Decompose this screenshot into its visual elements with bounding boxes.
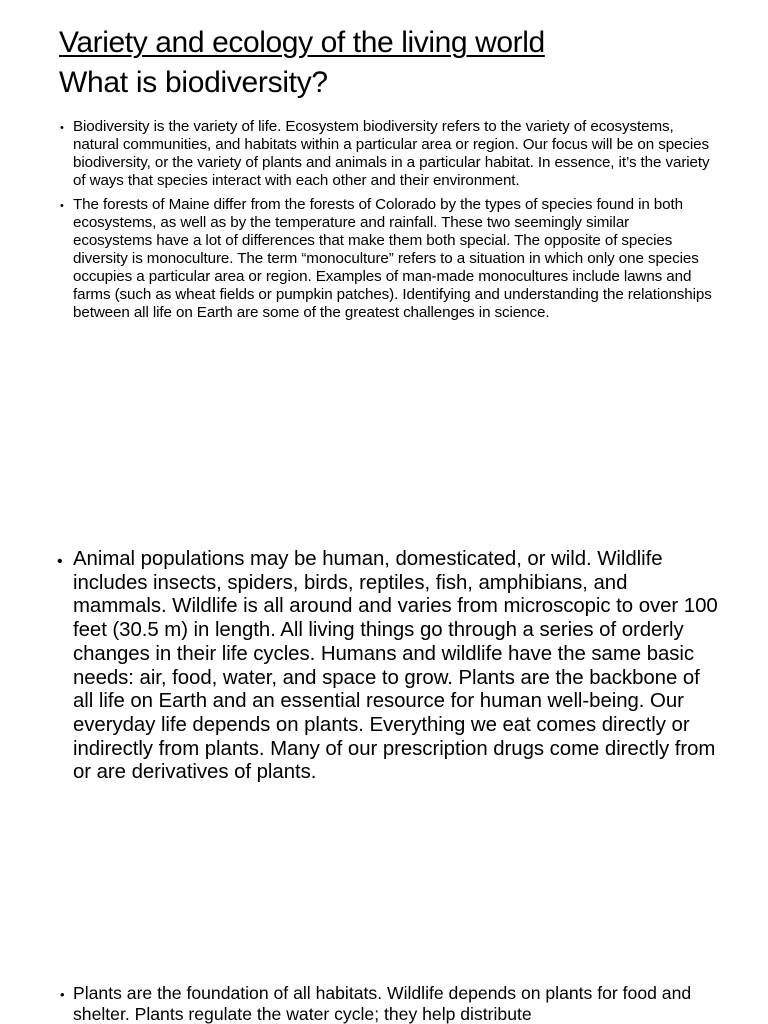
bullet-list-large	[57, 548, 722, 785]
bullet-text: Animal populations may be human, domesticated, or wild. Wildlife includes insects, spiders, birds, reptiles, fish, amphibians, and mammals. Wildlife is all around and varies from microscopic to over 100 feet (30.5 m) in length. All living things go through a series of orderly changes in their life cycles. Humans and wildlife have the same basic needs: air, food, water, and space to grow. Plants are the backbone of all life on Earth and an essential resource for human well-being. Our everyday life depends on plants. Everything we eat comes directly or indirectly from plants. Many of our prescription drugs come directly from or are derivatives of plants.	[73, 548, 718, 784]
list-item	[60, 118, 712, 190]
bullet-icon: •	[60, 987, 65, 1002]
list-item	[57, 548, 722, 785]
bullet-icon: •	[60, 200, 64, 212]
list-item	[60, 983, 708, 1024]
bullet-text: Biodiversity is the variety of life. Ecosystem biodiversity refers to the variety of ecosystems, natural communities, and habitats within a particular area or region. Our focus will be on species biodiversity, or the variety of plants and animals in a particular habitat. In essence, it’s the variety of ways that species interact with each other and their environment.	[73, 118, 710, 189]
page-title: Variety and ecology of the living world	[59, 26, 545, 59]
list-item	[60, 196, 712, 322]
bullet-icon: •	[57, 553, 63, 570]
bullet-text: Plants are the foundation of all habitats. Wildlife depends on plants for food and shelter. Plants regulate the water cycle; they help distribute	[73, 983, 692, 1024]
bullet-list-medium	[60, 983, 708, 1024]
page-subtitle: What is biodiversity?	[59, 66, 328, 99]
bullet-icon: •	[60, 122, 64, 134]
bullet-text: The forests of Maine differ from the forests of Colorado by the types of species found in both ecosystems, as well as by the temperature and rainfall. These two seemingly similar ecosystems have a lot of differences that make them both special. The opposite of species diversity is monoculture. The term “monoculture” refers to a situation in which only one species occupies a particular area or region. Examples of man-made monocultures include lawns and farms (such as wheat fields or pumpkin patches). Identifying and understanding the relationships between all life on Earth are some of the greatest challenges in science.	[73, 196, 712, 321]
bullet-list-small	[60, 118, 712, 328]
